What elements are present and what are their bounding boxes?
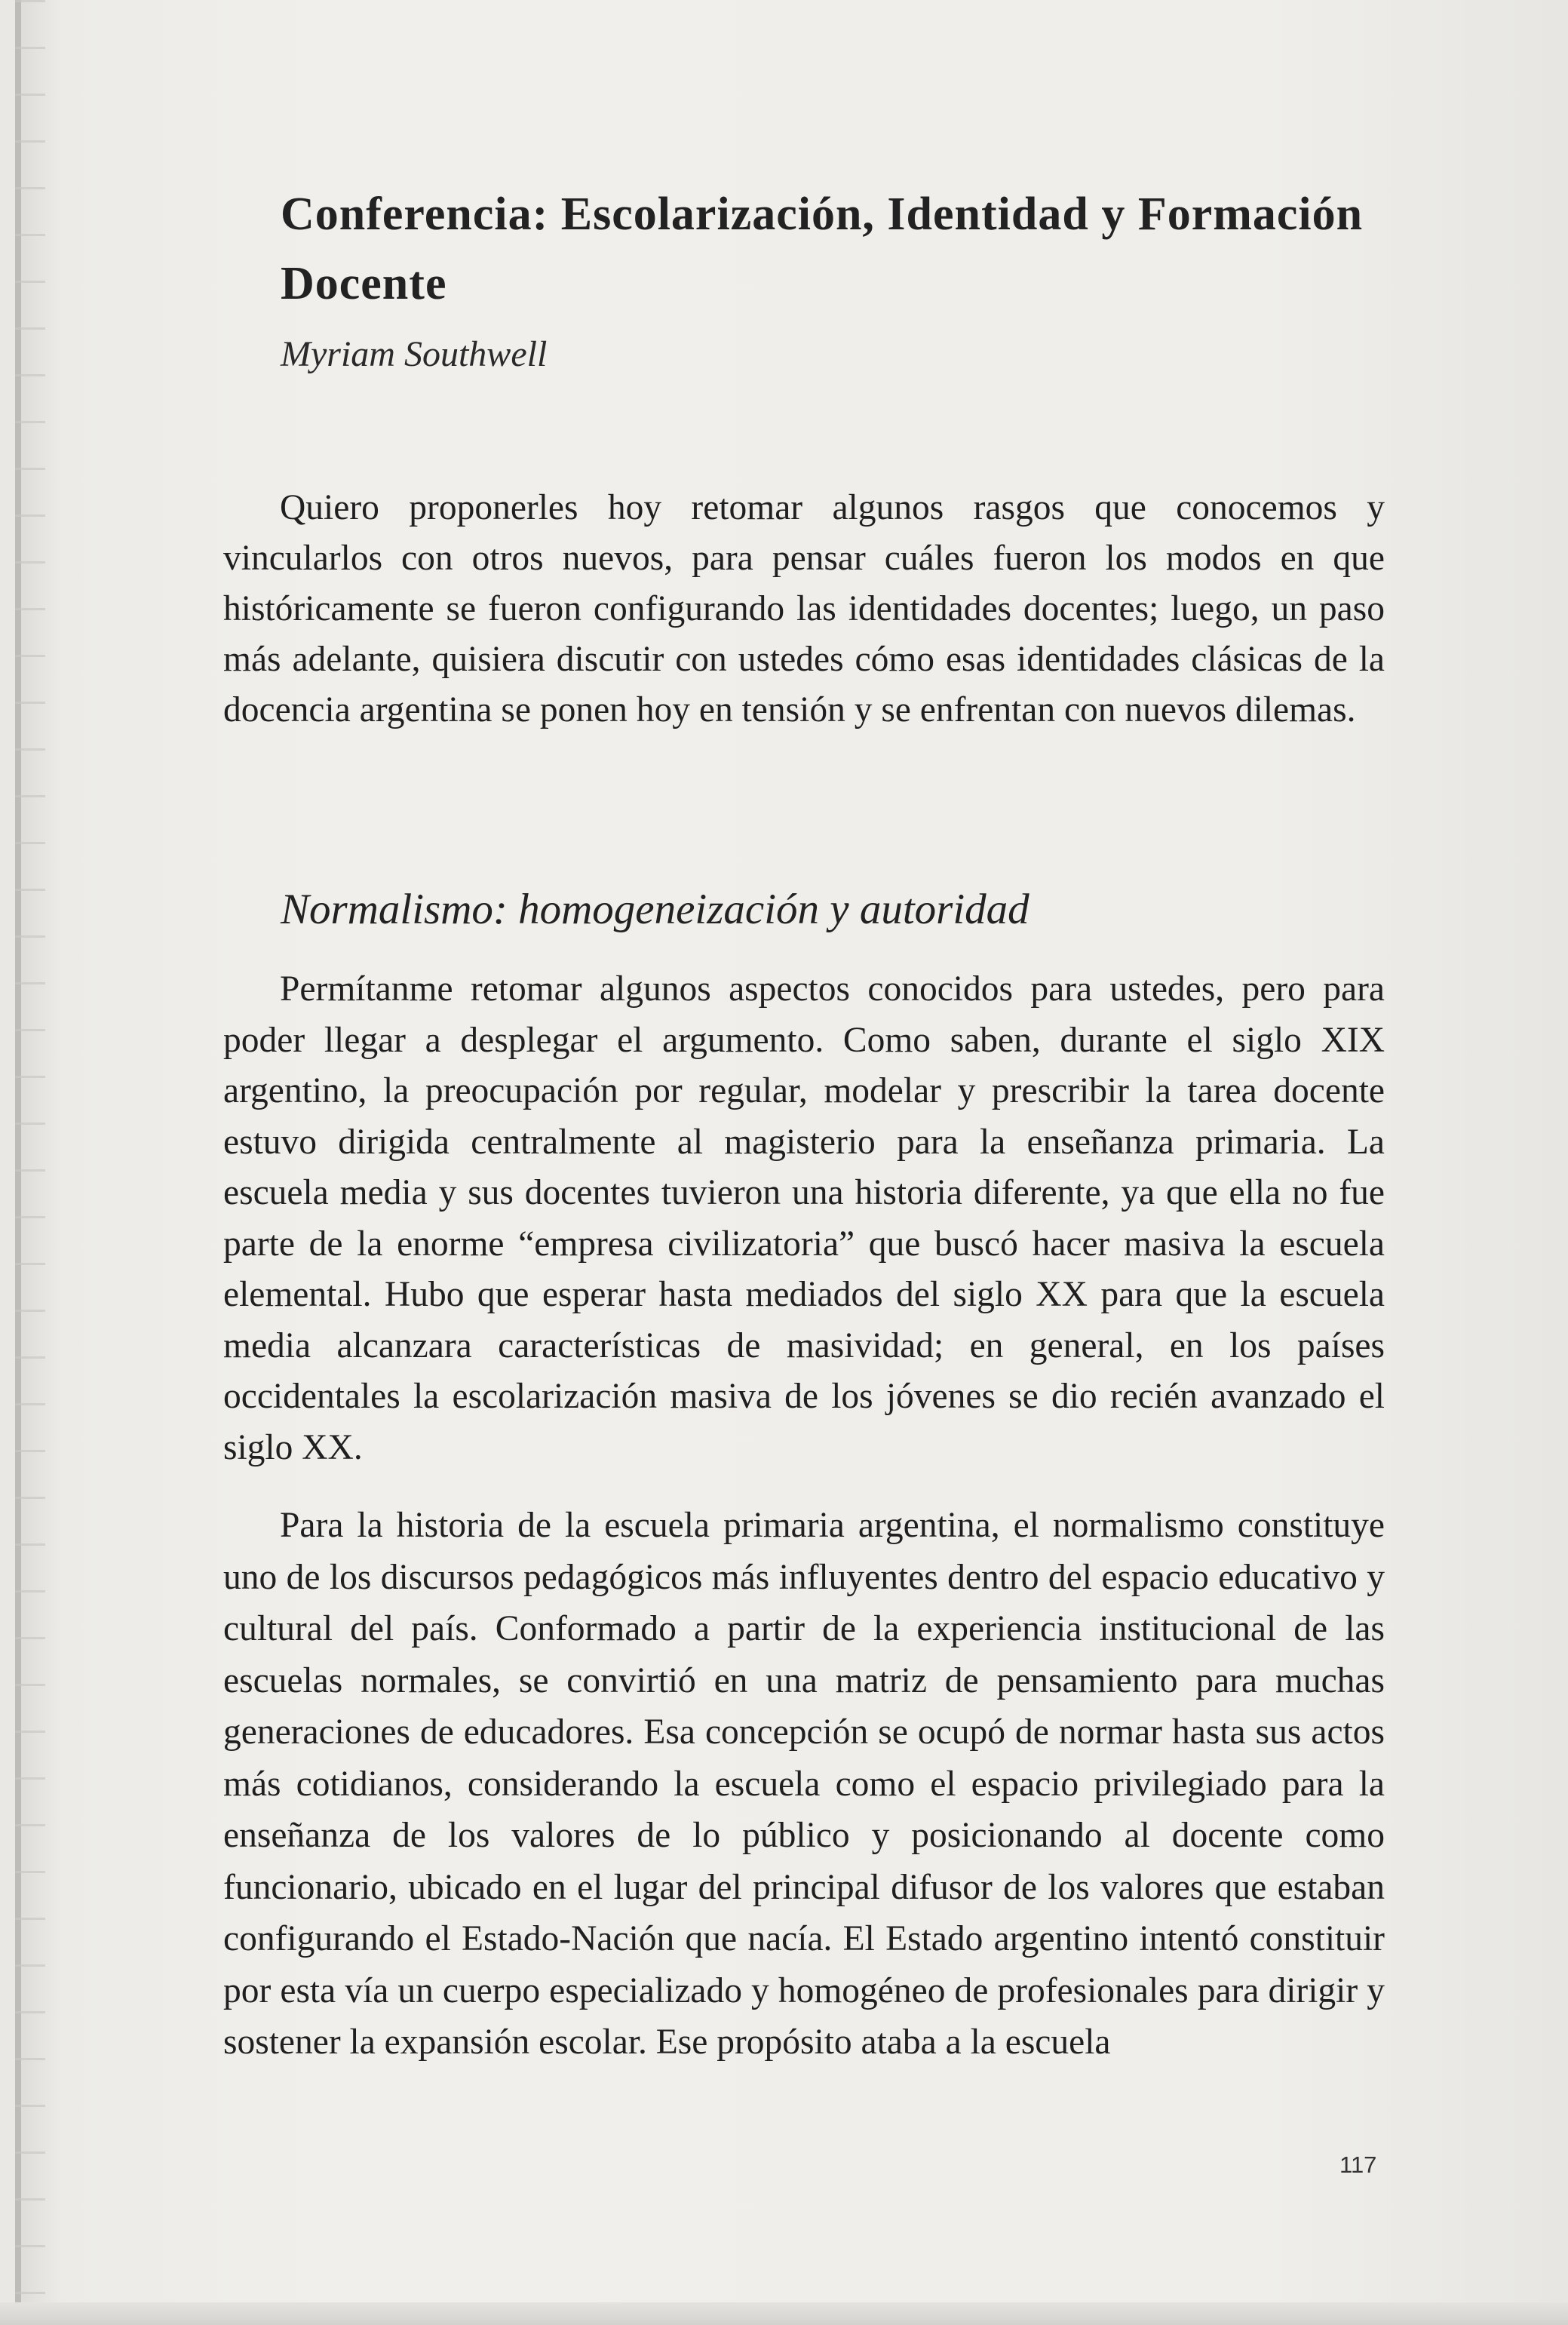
page-number: 117 (1339, 2151, 1377, 2178)
body-paragraph: Para la historia de la escuela primaria argentina, el normalismo constituye uno de los discursos pedagógicos más influyentes dentro del espacio educativo y cultural del país. Conformado a partir de la experiencia institucional de las escuelas normales, se convirtió en una matriz de pensamiento para muchas generaciones de educadores. Esa concepción se ocupó de normar hasta sus actos más cotidianos, considerando la escuela como el espacio privilegiado para la enseñanza de los valores de lo público y posicionando al docente como funcionario, ubicado en el lugar del principal difusor de los valores que estaban configurando el Estado-Nación que nacía. El Estado argentino intentó constituir por esta vía un cuerpo especializado y homogéneo de profesionales para dirigir y sostener la expansión escolar. Ese propósito ataba a la escuela (223, 1506, 1385, 2062)
chapter-title: Conferencia: Escolarización, Identidad y Formación Docente (281, 189, 1364, 309)
author-name: Myriam Southwell (281, 334, 548, 374)
page-bottom-edge (0, 2302, 1568, 2325)
section-heading: Normalismo: homogeneización y autoridad (281, 886, 1029, 933)
intro-paragraph: Quiero proponerles hoy retomar algunos rasgos que conocemos y vincularlos con otros nuevos, para pensar cuáles fueron los modos en que históricamente se fueron configurando las identidades docentes; luego, un paso más adelante, quisiera discutir con ustedes cómo esas identidades clásicas de la docencia argentina se ponen hoy en tensión y se enfrentan con nuevos dilemas. (223, 488, 1385, 729)
body-paragraph: Permítanme retomar algunos aspectos conocidos para ustedes, pero para poder llegar a desplegar el argumento. Como saben, durante el siglo XIX argentino, la preocupación por regular, modelar y prescribir la tarea docente estuvo dirigida centralmente al magisterio para la enseñanza primaria. La escuela media y sus docentes tuvieron una historia diferente, ya que ella no fue parte de la enorme “empresa civilizatoria” que buscó hacer masiva la escuela elemental. Hubo que esperar hasta mediados del siglo XX para que la escuela media alcanzara características de masividad; en general, en los países occidentales la escolarización masiva de los jóvenes se dio recién avanzado el siglo XX. (223, 969, 1385, 1467)
spiral-binding (15, 0, 45, 2325)
